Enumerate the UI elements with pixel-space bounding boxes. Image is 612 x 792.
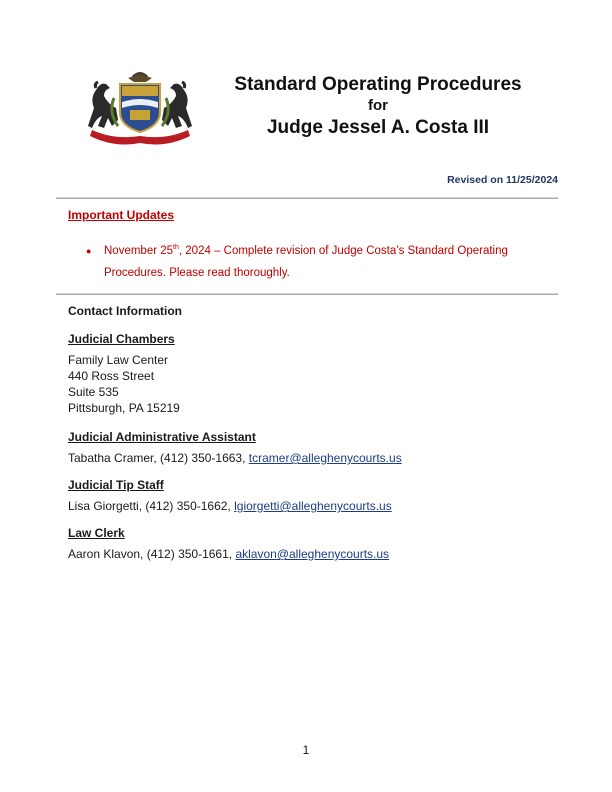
administrative-assistant-contact <box>68 451 402 465</box>
document-title <box>220 74 536 140</box>
judicial-chambers-heading: Judicial Chambers <box>68 332 175 346</box>
update-date: November 25 <box>104 245 174 257</box>
tipstaff-email-link[interactable]: lgiorgetti@alleghenycourts.us <box>234 499 392 513</box>
administrative-assistant-heading: Judicial Administrative Assistant <box>68 430 256 444</box>
divider-top <box>56 197 558 199</box>
tipstaff-name-phone: Lisa Giorgetti, (412) 350-1662, <box>68 499 235 513</box>
clerk-name-phone: Aaron Klavon, (412) 350-1661, <box>68 547 236 561</box>
list-item <box>86 240 536 284</box>
divider-middle <box>56 293 558 295</box>
pennsylvania-coat-of-arms-icon <box>74 68 206 148</box>
assistant-name-phone: Tabatha Cramer, (412) 350-1663, <box>68 451 249 465</box>
update-date-suffix: th <box>173 244 179 252</box>
address-line: Suite 535 <box>68 385 119 399</box>
contact-information-heading: Contact Information <box>68 304 182 318</box>
updates-list <box>86 240 536 284</box>
tip-staff-contact <box>68 499 392 513</box>
law-clerk-heading: Law Clerk <box>68 526 125 540</box>
address-line: 440 Ross Street <box>68 369 155 383</box>
clerk-email-link[interactable]: aklavon@alleghenycourts.us <box>235 547 390 561</box>
page-number: 1 <box>302 743 310 757</box>
address-line: Family Law Center <box>68 353 169 367</box>
assistant-email-link[interactable]: tcramer@alleghenycourts.us <box>248 451 402 465</box>
title-line-1: Standard Operating Procedures <box>234 74 522 95</box>
address-line: Pittsburgh, PA 15219 <box>68 401 180 415</box>
important-updates-heading: Important Updates <box>68 208 175 222</box>
tip-staff-heading: Judicial Tip Staff <box>68 478 164 492</box>
chambers-address <box>68 352 180 416</box>
title-line-3: Judge Jessel A. Costa III <box>266 117 490 138</box>
bullet-icon: ● <box>86 246 92 256</box>
revision-date: Revised on 11/25/2024 <box>447 174 558 186</box>
law-clerk-contact <box>68 547 389 561</box>
update-text: , 2024 – Complete revision of Judge Costa’s Standard Operating Procedures. Please read thoroughly. <box>104 245 508 279</box>
title-line-2: for <box>368 97 388 114</box>
